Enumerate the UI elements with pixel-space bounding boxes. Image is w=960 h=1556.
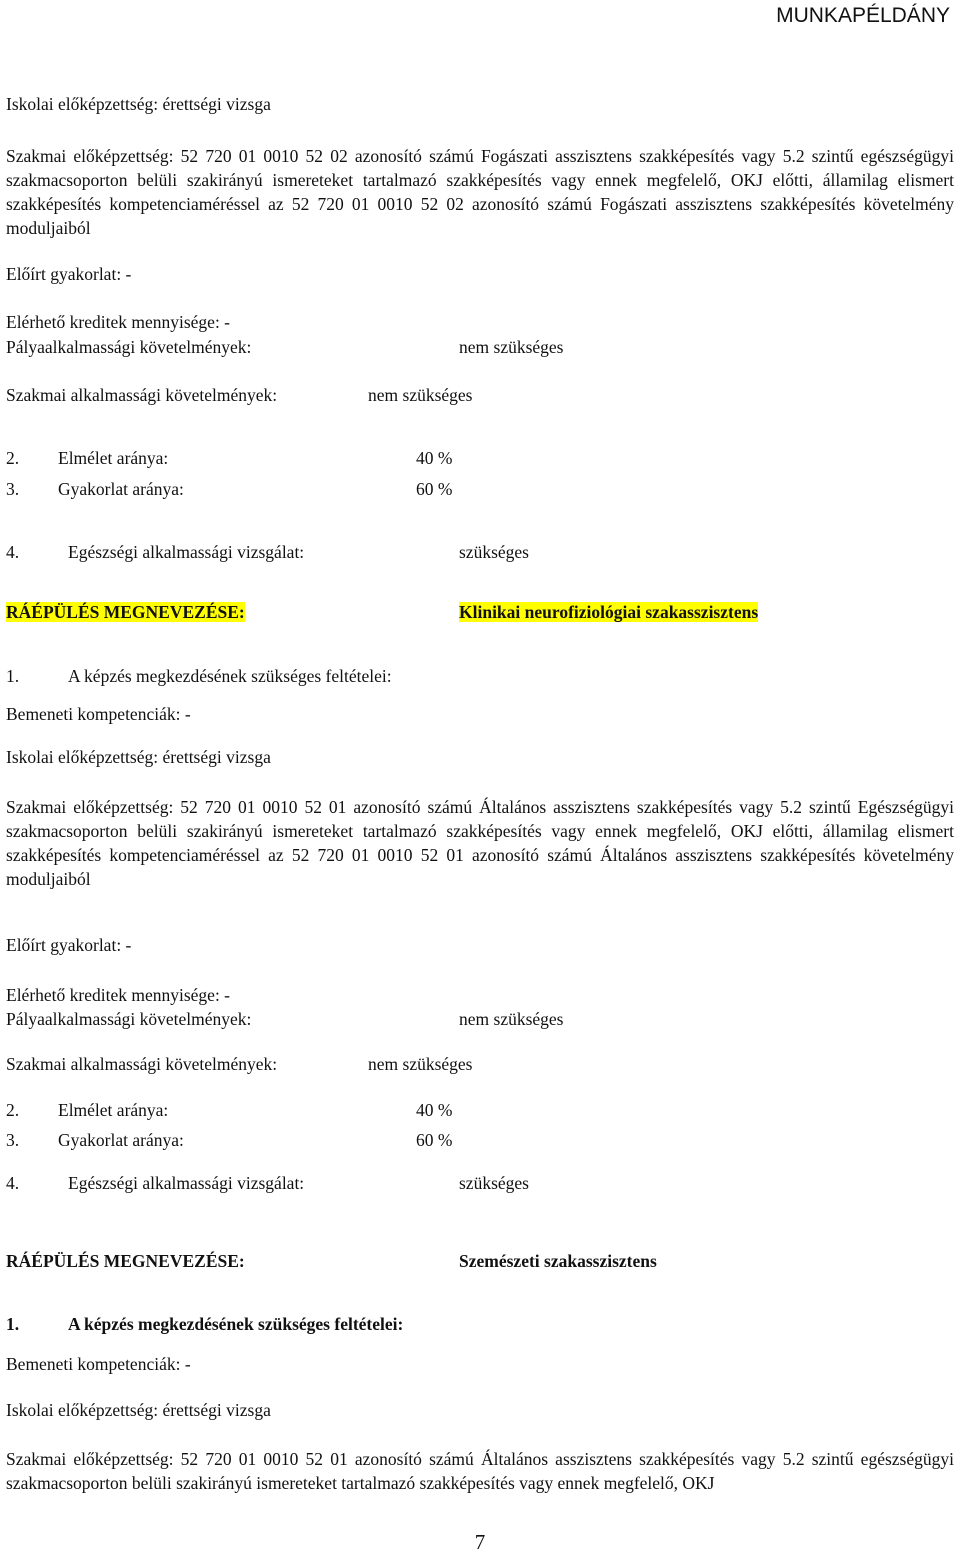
szakmai-elokepzettseg: Szakmai előképzettség: 52 720 01 0010 52 02 azonosító számú Fogászati asszisztens szakképesítés vagy 5.2 szintű egészségügyi szakmacsoporton belüli szakirányú ismereteket tartalmazó szakképesítés vagy ennek megfelelő, OKJ előtti, államilag elismert szakképesítés kompetenciaméréssel az 52 720 01 0010 52 02 azonosító számú Fogászati asszisztens szakképesítés követelmény moduljaiból: [6, 146, 954, 238]
egeszsegi-label: Egészségi alkalmassági vizsgálat:: [68, 1173, 305, 1193]
bemeneti-kompetenciak: Bemeneti kompetenciák: -: [6, 1354, 191, 1374]
elmelet-value: 40 %: [416, 448, 453, 468]
egeszsegi-num: 4.: [6, 542, 20, 562]
iskolai-elokepzettseg: Iskolai előképzettség: érettségi vizsga: [6, 1400, 271, 1420]
elmelet-value: 40 %: [416, 1100, 453, 1120]
szakmai-alkalmassag-value: nem szükséges: [368, 385, 473, 405]
gyakorlat-value: 60 %: [416, 479, 453, 499]
egeszsegi-value: szükséges: [459, 1173, 529, 1193]
kepzes-num: 1.: [6, 666, 20, 686]
egeszsegi-num: 4.: [6, 1173, 20, 1193]
szakmai-elokepzettseg: Szakmai előképzettség: 52 720 01 0010 52 01 azonosító számú Általános asszisztens szakképesítés vagy 5.2 szintű egészségügyi szakmacsoporton belüli szakirányú ismereteket tartalmazó szakképesítés vagy ennek megfelelő, OKJ: [6, 1449, 954, 1493]
gyakorlat-num: 3.: [6, 1130, 20, 1150]
elmelet-label: Elmélet aránya:: [58, 448, 169, 468]
raepules-value: Szemészeti szakasszisztens: [459, 1251, 657, 1271]
kepzes-label: A képzés megkezdésének szükséges feltételei:: [68, 1314, 404, 1334]
eloirt-gyakorlat: Előírt gyakorlat: -: [6, 935, 132, 955]
kepzes-label: A képzés megkezdésének szükséges feltételei:: [68, 666, 392, 686]
egeszsegi-label: Egészségi alkalmassági vizsgálat:: [68, 542, 305, 562]
kredit-mennyiseg: Elérhető kreditek mennyisége: -: [6, 985, 231, 1005]
egeszsegi-value: szükséges: [459, 542, 529, 562]
szakmai-elokepzettseg: Szakmai előképzettség: 52 720 01 0010 52 01 azonosító számú Általános asszisztens szakképesítés vagy 5.2 szintű Egészségügyi szakmacsoporton belüli szakirányú ismereteket tartalmazó szakképesítés vagy ennek megfelelő, OKJ előtti, államilag elismert szakképesítés kompetenciaméréssel az 52 720 01 0010 52 01 azonosító számú Általános asszisztens szakképesítés követelmény moduljaiból: [6, 797, 954, 889]
iskolai-elokepzettseg: Iskolai előképzettség: érettségi vizsga: [6, 94, 271, 114]
kredit-mennyiseg: Elérhető kreditek mennyisége: -: [6, 312, 231, 332]
szakmai-alkalmassag-label: Szakmai alkalmassági követelmények:: [6, 1054, 278, 1074]
eloirt-gyakorlat: Előírt gyakorlat: -: [6, 264, 132, 284]
elmelet-num: 2.: [6, 448, 20, 468]
elmelet-num: 2.: [6, 1100, 20, 1120]
raepules-label: RÁÉPÜLÉS MEGNEVEZÉSE:: [6, 1251, 245, 1271]
szakmai-alkalmassag-value: nem szükséges: [368, 1054, 473, 1074]
gyakorlat-num: 3.: [6, 479, 20, 499]
palyaalkalmassag-label: Pályaalkalmassági követelmények:: [6, 1009, 252, 1029]
gyakorlat-label: Gyakorlat aránya:: [58, 479, 184, 499]
raepules-label: RÁÉPÜLÉS MEGNEVEZÉSE:: [6, 602, 245, 622]
iskolai-elokepzettseg: Iskolai előképzettség: érettségi vizsga: [6, 747, 271, 767]
kepzes-num: 1.: [6, 1314, 20, 1334]
raepules-value: Klinikai neurofiziológiai szakasszisztens: [459, 602, 759, 622]
gyakorlat-value: 60 %: [416, 1130, 453, 1150]
elmelet-label: Elmélet aránya:: [58, 1100, 169, 1120]
palyaalkalmassag-value: nem szükséges: [459, 1009, 564, 1029]
gyakorlat-label: Gyakorlat aránya:: [58, 1130, 184, 1150]
bemeneti-kompetenciak: Bemeneti kompetenciák: -: [6, 704, 191, 724]
palyaalkalmassag-value: nem szükséges: [459, 337, 564, 357]
page-number: 7: [474, 1530, 486, 1554]
szakmai-alkalmassag-label: Szakmai alkalmassági követelmények:: [6, 385, 278, 405]
watermark-header: MUNKAPÉLDÁNY: [776, 4, 950, 27]
palyaalkalmassag-label: Pályaalkalmassági követelmények:: [6, 337, 252, 357]
